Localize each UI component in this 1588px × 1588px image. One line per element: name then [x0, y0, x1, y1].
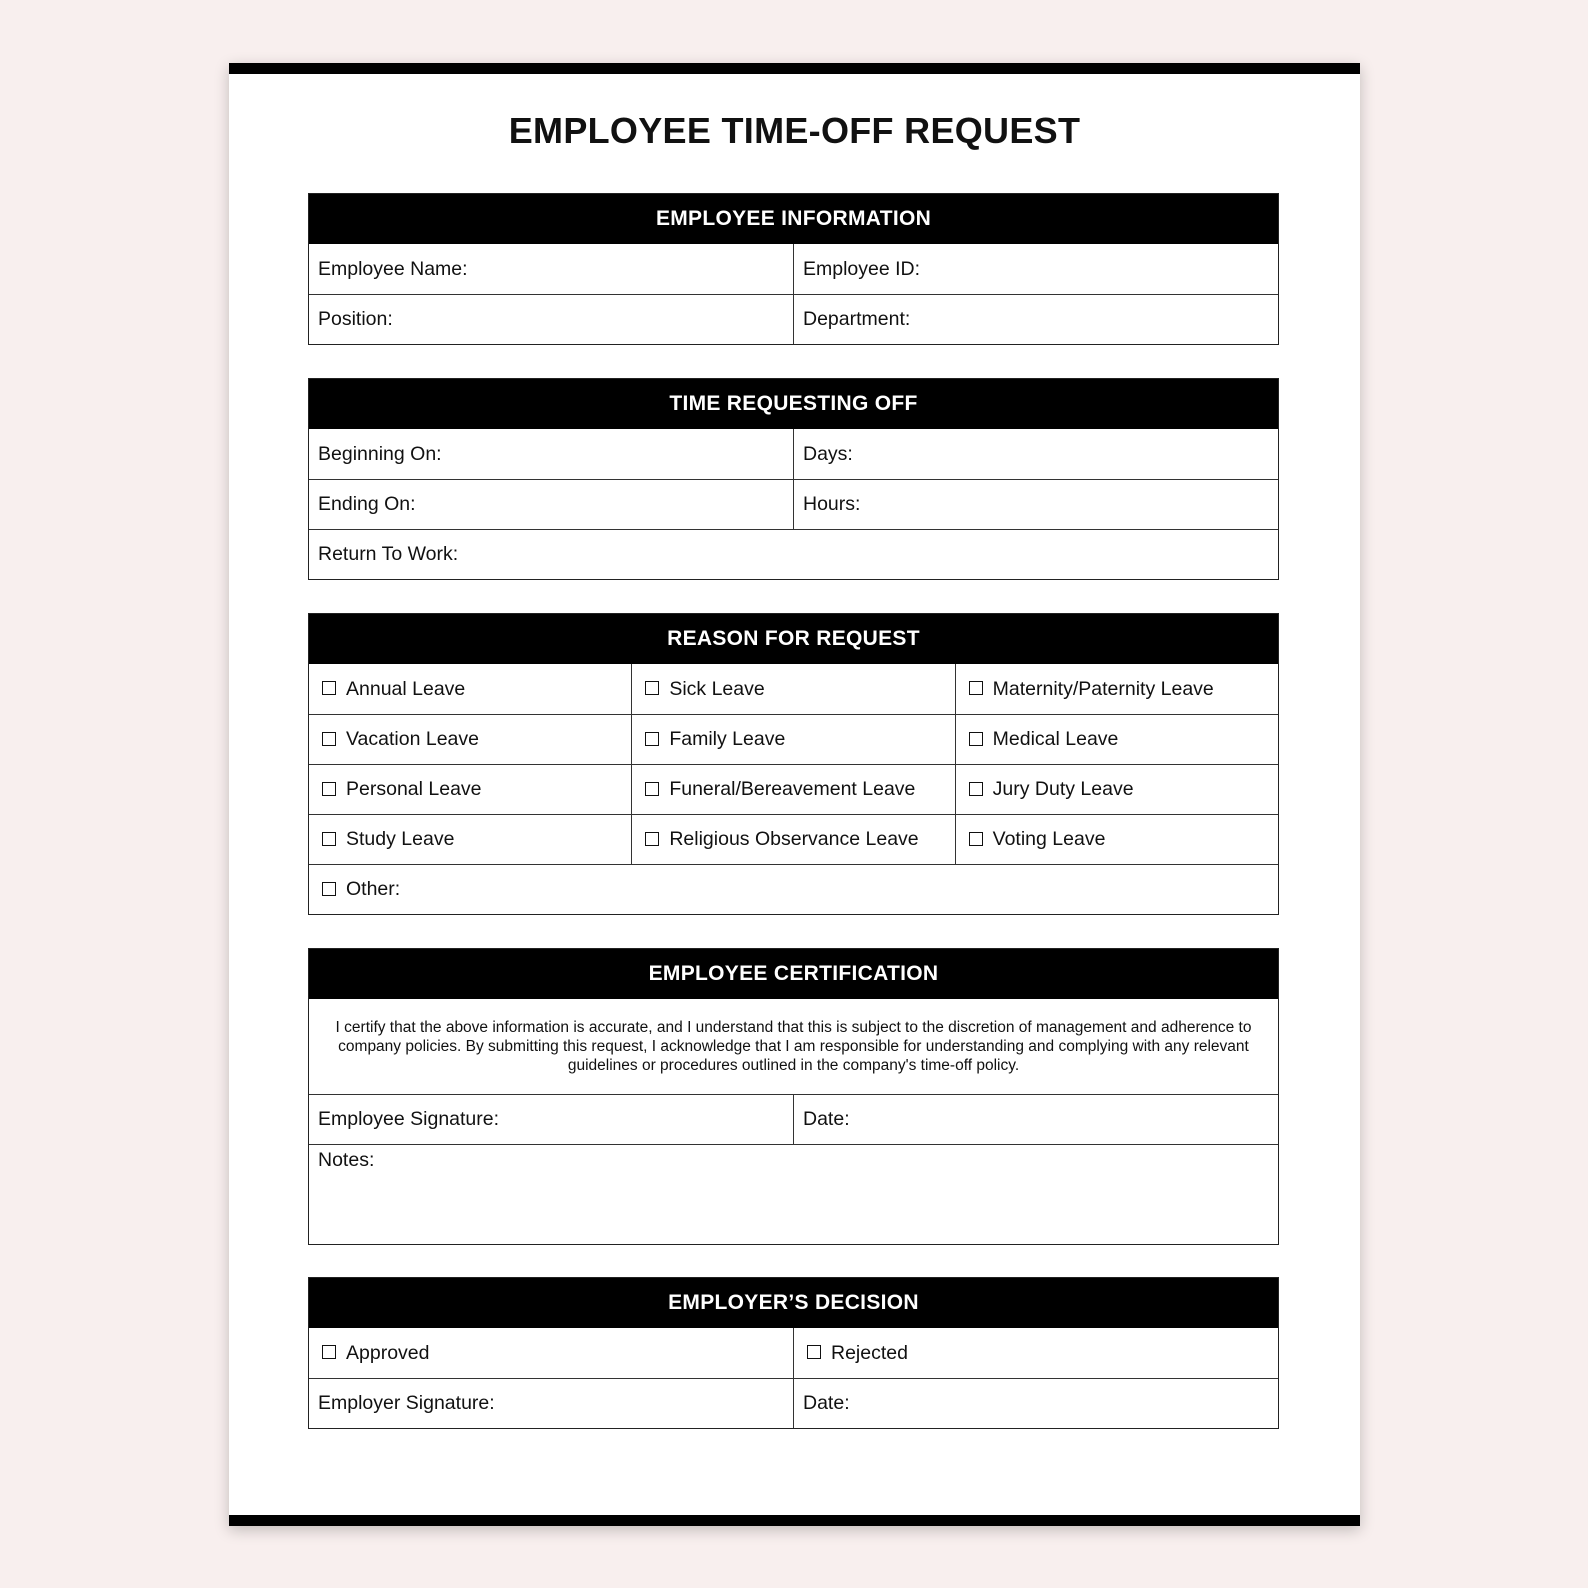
days-field[interactable]: [793, 429, 1278, 479]
employer-date-field[interactable]: [793, 1379, 1278, 1428]
field-label: Notes:: [318, 1149, 375, 1171]
position-field[interactable]: [309, 295, 793, 344]
section-heading: TIME REQUESTING OFF: [309, 379, 1278, 429]
personal-leave-option[interactable]: [309, 765, 631, 814]
form-row: [309, 244, 1278, 294]
sick-leave-option[interactable]: [631, 664, 954, 714]
checkbox[interactable]: [322, 732, 336, 746]
checkbox[interactable]: [969, 681, 983, 695]
field-label: Position:: [318, 308, 393, 330]
family-leave-option[interactable]: [631, 715, 954, 764]
form-row: [309, 664, 1278, 714]
field-label: Employee Name:: [318, 257, 468, 280]
jury-duty-leave-option[interactable]: [955, 765, 1278, 814]
field-label: Days:: [803, 442, 853, 465]
checkbox[interactable]: [645, 782, 659, 796]
time-requesting-off-section: [308, 378, 1279, 580]
form-row: [309, 1094, 1278, 1144]
voting-leave-option[interactable]: [955, 815, 1278, 864]
vacation-leave-option[interactable]: [309, 715, 631, 764]
option-label: Voting Leave: [992, 828, 1106, 850]
form-row: [309, 429, 1278, 479]
option-label: Vacation Leave: [346, 728, 479, 750]
checkbox[interactable]: [645, 732, 659, 746]
form-row: [309, 814, 1278, 864]
employer-decision-section: [308, 1277, 1279, 1429]
checkbox[interactable]: [969, 832, 983, 846]
other-option[interactable]: [309, 865, 1278, 914]
employee-information-section: [308, 193, 1279, 345]
hours-field[interactable]: [793, 480, 1278, 529]
form-row: [309, 864, 1278, 914]
option-label: Personal Leave: [346, 778, 482, 800]
option-label: Family Leave: [669, 728, 786, 750]
option-label: Jury Duty Leave: [992, 778, 1134, 800]
annual-leave-option[interactable]: [309, 664, 631, 714]
form-page: [229, 63, 1360, 1526]
department-field[interactable]: [793, 295, 1278, 344]
employee-id-field[interactable]: [793, 244, 1278, 294]
field-label: Beginning On:: [318, 442, 442, 465]
field-label: Ending On:: [318, 493, 416, 515]
checkbox[interactable]: [807, 1345, 821, 1359]
field-label: Hours:: [803, 493, 861, 515]
rejected-option[interactable]: [793, 1328, 1278, 1378]
form-row: [309, 1328, 1278, 1378]
field-label: Employer Signature:: [318, 1392, 495, 1414]
checkbox[interactable]: [322, 832, 336, 846]
option-label: Study Leave: [346, 828, 455, 850]
field-label: Return To Work:: [318, 543, 459, 565]
field-label: Date:: [803, 1108, 850, 1130]
employee-certification-section: [308, 948, 1279, 1245]
religious-observance-leave-option[interactable]: [631, 815, 954, 864]
checkbox[interactable]: [322, 1345, 336, 1359]
approved-option[interactable]: [309, 1328, 793, 1378]
beginning-on-field[interactable]: [309, 429, 793, 479]
section-heading: EMPLOYEE INFORMATION: [309, 194, 1278, 244]
section-heading: EMPLOYER’S DECISION: [309, 1278, 1278, 1328]
option-label: Funeral/Bereavement Leave: [669, 778, 916, 800]
section-heading: REASON FOR REQUEST: [309, 614, 1278, 664]
field-label: Employee ID:: [803, 257, 921, 280]
form-row: [309, 764, 1278, 814]
return-to-work-field[interactable]: [309, 530, 1278, 579]
form-row: [309, 294, 1278, 344]
employer-signature-field[interactable]: [309, 1379, 793, 1428]
form-row: [309, 529, 1278, 579]
employee-signature-field[interactable]: [309, 1095, 793, 1144]
top-border-bar: [229, 63, 1360, 74]
employee-date-field[interactable]: [793, 1095, 1278, 1144]
field-label: Employee Signature:: [318, 1108, 500, 1130]
option-label: Approved: [346, 1341, 430, 1364]
form-row: [309, 714, 1278, 764]
field-label: Department:: [803, 308, 911, 330]
maternity-paternity-leave-option[interactable]: [955, 664, 1278, 714]
option-label: Maternity/Paternity Leave: [992, 677, 1214, 700]
option-label: Rejected: [831, 1341, 908, 1364]
study-leave-option[interactable]: [309, 815, 631, 864]
option-label: Annual Leave: [346, 677, 466, 700]
employee-name-field[interactable]: [309, 244, 793, 294]
option-label: Religious Observance Leave: [669, 828, 919, 850]
ending-on-field[interactable]: [309, 480, 793, 529]
checkbox[interactable]: [645, 681, 659, 695]
funeral-bereavement-leave-option[interactable]: [631, 765, 954, 814]
checkbox[interactable]: [322, 882, 336, 896]
field-label: Date:: [803, 1392, 850, 1414]
option-label: Sick Leave: [669, 677, 765, 700]
option-label: Medical Leave: [992, 728, 1119, 750]
form-row: [309, 479, 1278, 529]
medical-leave-option[interactable]: [955, 715, 1278, 764]
bottom-border-bar: [229, 1515, 1360, 1526]
checkbox[interactable]: [645, 832, 659, 846]
checkbox[interactable]: [969, 782, 983, 796]
checkbox[interactable]: [322, 681, 336, 695]
form-row: [309, 1378, 1278, 1428]
checkbox[interactable]: [322, 782, 336, 796]
option-label: Other:: [346, 878, 401, 900]
checkbox[interactable]: [969, 732, 983, 746]
section-heading: EMPLOYEE CERTIFICATION: [309, 949, 1278, 999]
reason-for-request-section: [308, 613, 1279, 915]
page-title: EMPLOYEE TIME-OFF REQUEST: [508, 110, 1081, 151]
certification-statement: I certify that the above information is accurate, and I understand that this is subject to the discretion of management and adherence to company policies. By submitting this request, I acknowledge that I am responsible for understanding and complying with any relevant guidelines or procedures outlined in the company's time-off policy.: [335, 1019, 1252, 1074]
notes-field[interactable]: [309, 1144, 1278, 1244]
